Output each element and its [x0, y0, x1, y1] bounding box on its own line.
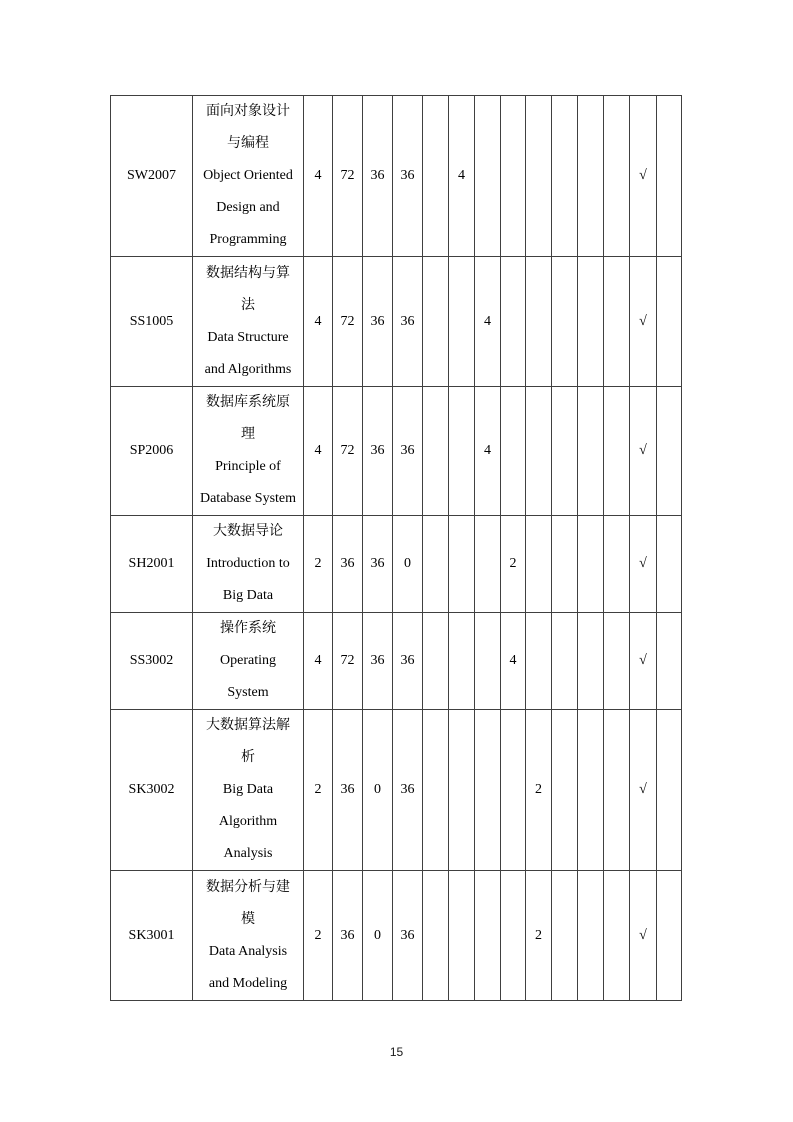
course-name-en-line: Operating [220, 653, 276, 668]
hours-theory-cell: 0 [363, 871, 393, 1001]
semester-7-cell [578, 871, 604, 1001]
check-assessment-cell [657, 613, 682, 710]
hours-total-cell: 36 [333, 710, 363, 871]
semester-2-cell [449, 257, 475, 387]
credits-cell: 2 [304, 871, 333, 1001]
semester-6-cell [552, 613, 578, 710]
hours-practice-cell: 36 [393, 96, 423, 257]
course-name-en-line: Design and [216, 200, 280, 215]
course-code-cell: SS3002 [111, 613, 193, 710]
hours-total-cell: 36 [333, 871, 363, 1001]
hours-practice-cell: 0 [393, 516, 423, 613]
semester-7-cell [578, 96, 604, 257]
semester-1-cell [423, 516, 449, 613]
hours-theory-cell: 36 [363, 257, 393, 387]
semester-8-cell [604, 710, 630, 871]
semester-8-cell [604, 387, 630, 516]
semester-3-cell [475, 613, 501, 710]
credits-cell: 4 [304, 613, 333, 710]
hours-practice-cell: 36 [393, 871, 423, 1001]
course-name-cell [193, 613, 304, 710]
semester-8-cell [604, 871, 630, 1001]
semester-5-cell [526, 613, 552, 710]
course-code-cell: SK3002 [111, 710, 193, 871]
semester-7-cell [578, 257, 604, 387]
semester-1-cell [423, 96, 449, 257]
semester-2-cell [449, 613, 475, 710]
hours-total-cell: 36 [333, 516, 363, 613]
course-name-zh-line: 数据结构与算 [206, 265, 290, 281]
course-name-zh-line: 操作系统 [220, 621, 276, 636]
semester-1-cell [423, 257, 449, 387]
course-name-en-line: Principle of [215, 459, 281, 474]
credits-cell: 4 [304, 387, 333, 516]
semester-8-cell [604, 516, 630, 613]
course-name-en-line: System [227, 685, 269, 700]
semester-3-cell [475, 710, 501, 871]
exam-checkmark-cell: √ [630, 613, 657, 710]
semester-1-cell [423, 871, 449, 1001]
course-row [111, 96, 682, 257]
semester-5-cell: 2 [526, 871, 552, 1001]
hours-practice-cell: 36 [393, 613, 423, 710]
semester-2-cell [449, 871, 475, 1001]
semester-1-cell [423, 710, 449, 871]
semester-8-cell [604, 96, 630, 257]
semester-1-cell [423, 613, 449, 710]
course-row [111, 257, 682, 387]
semester-8-cell [604, 257, 630, 387]
semester-5-cell [526, 387, 552, 516]
course-name-en-line: Data Structure [207, 329, 289, 345]
check-assessment-cell [657, 387, 682, 516]
credits-cell: 2 [304, 710, 333, 871]
course-name-en-line: Object Oriented [203, 168, 293, 183]
course-name-zh-line: 大数据导论 [213, 524, 283, 539]
course-name-en-line: Algorithm [218, 814, 278, 829]
semester-5-cell [526, 96, 552, 257]
semester-4-cell [501, 871, 526, 1001]
hours-total-cell: 72 [333, 387, 363, 516]
hours-theory-cell: 36 [363, 387, 393, 516]
hours-total-cell: 72 [333, 96, 363, 257]
semester-6-cell [552, 96, 578, 257]
semester-6-cell [552, 871, 578, 1001]
course-name-zh-line: 理 [241, 427, 255, 442]
course-code-cell: SP2006 [111, 387, 193, 516]
course-code-cell: SW2007 [111, 96, 193, 257]
course-name-zh-line: 与编程 [227, 136, 269, 151]
semester-4-cell [501, 710, 526, 871]
course-name-en-line: Data Analysis [208, 943, 288, 959]
curriculum-table [110, 95, 682, 1001]
course-name-cell [193, 710, 304, 871]
semester-7-cell [578, 613, 604, 710]
semester-5-cell [526, 257, 552, 387]
exam-checkmark-cell: √ [630, 387, 657, 516]
course-row [111, 613, 682, 710]
course-name-en-line: Database System [199, 491, 297, 506]
exam-checkmark-cell: √ [630, 871, 657, 1001]
semester-3-cell: 4 [475, 257, 501, 387]
course-name-en-line: and Modeling [208, 975, 288, 991]
course-name-en-line: Analysis [223, 846, 273, 861]
semester-7-cell [578, 516, 604, 613]
check-assessment-cell [657, 257, 682, 387]
exam-checkmark-cell: √ [630, 710, 657, 871]
check-assessment-cell [657, 516, 682, 613]
credits-cell: 4 [304, 96, 333, 257]
course-name-zh-line: 法 [241, 297, 255, 313]
semester-2-cell [449, 387, 475, 516]
semester-3-cell: 4 [475, 387, 501, 516]
course-name-en-line: and Algorithms [204, 361, 292, 377]
semester-5-cell [526, 516, 552, 613]
semester-1-cell [423, 387, 449, 516]
course-name-zh-line: 大数据算法解 [206, 718, 290, 733]
semester-6-cell [552, 387, 578, 516]
semester-4-cell: 4 [501, 613, 526, 710]
semester-2-cell [449, 516, 475, 613]
course-name-en-line: Big Data [222, 782, 274, 797]
course-row [111, 516, 682, 613]
course-table-body [111, 96, 682, 1001]
course-row [111, 871, 682, 1001]
hours-practice-cell: 36 [393, 257, 423, 387]
course-name-cell [193, 257, 304, 387]
course-name-zh-line: 数据库系统原 [206, 395, 290, 410]
page-number: 15 [389, 1045, 404, 1059]
semester-2-cell: 4 [449, 96, 475, 257]
course-code-cell: SH2001 [111, 516, 193, 613]
semester-3-cell [475, 871, 501, 1001]
check-assessment-cell [657, 96, 682, 257]
course-code-cell: SK3001 [111, 871, 193, 1001]
check-assessment-cell [657, 871, 682, 1001]
course-name-en-line: Programming [209, 232, 287, 247]
hours-theory-cell: 36 [363, 96, 393, 257]
semester-6-cell [552, 516, 578, 613]
hours-theory-cell: 36 [363, 613, 393, 710]
course-name-zh-line: 析 [241, 750, 255, 765]
credits-cell: 2 [304, 516, 333, 613]
course-name-en-line: Big Data [222, 588, 274, 603]
semester-4-cell [501, 96, 526, 257]
semester-2-cell [449, 710, 475, 871]
hours-total-cell: 72 [333, 257, 363, 387]
hours-theory-cell: 0 [363, 710, 393, 871]
exam-checkmark-cell: √ [630, 257, 657, 387]
credits-cell: 4 [304, 257, 333, 387]
hours-practice-cell: 36 [393, 387, 423, 516]
course-name-en-line: Introduction to [206, 556, 290, 571]
semester-5-cell: 2 [526, 710, 552, 871]
semester-4-cell [501, 387, 526, 516]
course-name-cell [193, 96, 304, 257]
course-row [111, 710, 682, 871]
check-assessment-cell [657, 710, 682, 871]
course-code-cell: SS1005 [111, 257, 193, 387]
course-row [111, 387, 682, 516]
course-name-cell [193, 516, 304, 613]
semester-6-cell [552, 710, 578, 871]
semester-3-cell [475, 96, 501, 257]
semester-8-cell [604, 613, 630, 710]
hours-total-cell: 72 [333, 613, 363, 710]
course-name-zh-line: 数据分析与建 [206, 879, 290, 895]
course-name-zh-line: 模 [241, 911, 255, 927]
semester-7-cell [578, 387, 604, 516]
course-name-cell [193, 387, 304, 516]
course-name-zh-line: 面向对象设计 [206, 104, 290, 119]
semester-7-cell [578, 710, 604, 871]
exam-checkmark-cell: √ [630, 96, 657, 257]
semester-3-cell [475, 516, 501, 613]
exam-checkmark-cell: √ [630, 516, 657, 613]
hours-practice-cell: 36 [393, 710, 423, 871]
semester-6-cell [552, 257, 578, 387]
hours-theory-cell: 36 [363, 516, 393, 613]
semester-4-cell: 2 [501, 516, 526, 613]
course-name-cell [193, 871, 304, 1001]
semester-4-cell [501, 257, 526, 387]
